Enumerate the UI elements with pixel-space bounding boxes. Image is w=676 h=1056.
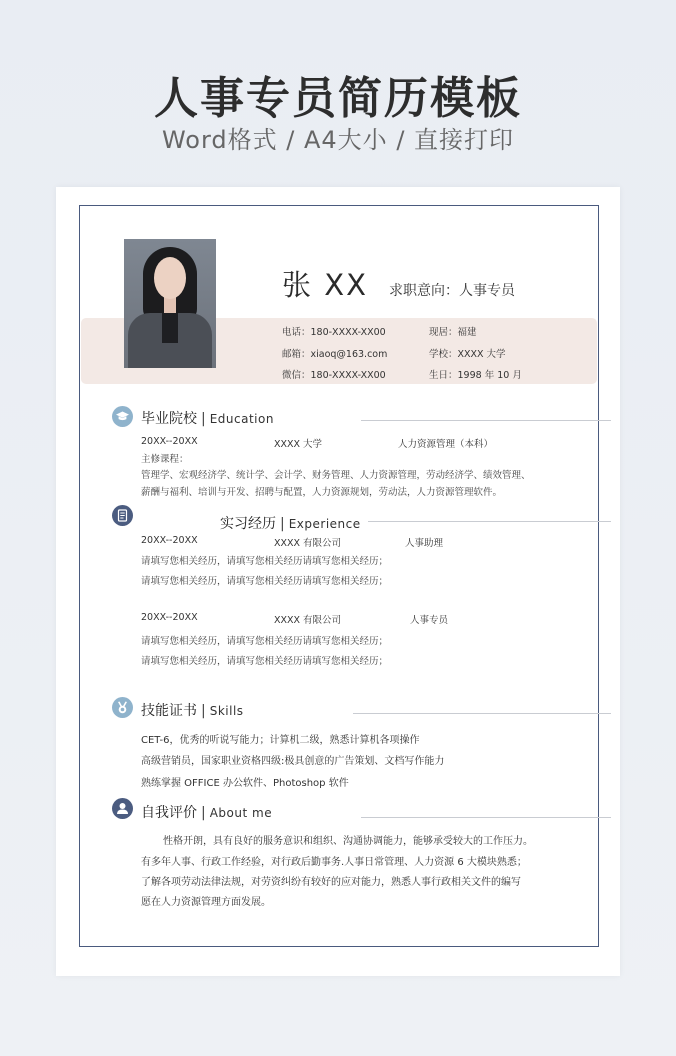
medal-icon (112, 697, 133, 718)
skills-title-en: Skills (209, 704, 244, 718)
contact-residence: 现居：福建 (429, 327, 477, 338)
experience-separator: | (280, 516, 285, 532)
education-major: 人力资源管理（本科） (398, 439, 494, 450)
skill-line-2: 高级营销员，国家职业资格四级:极具创意的广告策划、文档写作能力 (141, 756, 445, 767)
job-intent: 求职意向：人事专员 (389, 283, 515, 299)
contact-school: 学校：XXXX 大学 (429, 349, 506, 360)
contact-email: 邮箱：xiaoq@163.com (282, 349, 388, 360)
education-separator: | (201, 411, 206, 427)
experience-2-line-2: 请填写您相关经历，请填写您相关经历请填写您相关经历； (141, 656, 389, 667)
courses-label: 主修课程： (141, 454, 189, 465)
about-line-2: 有多年人事、行政工作经验，对行政后勤事务.人事日常管理、人力资源 6 大模块熟悉； (141, 857, 527, 868)
education-title: 毕业院校 (141, 411, 197, 427)
about-separator: | (201, 805, 206, 821)
about-heading (141, 802, 272, 822)
courses-line-2: 薪酬与福利、培训与开发、招聘与配置，人力资源规划，劳动法，人力资源管理软件。 (141, 487, 503, 498)
experience-2-company: XXXX 有限公司 (274, 615, 342, 626)
contact-birthday: 生日：1998 年 10 月 (429, 370, 522, 381)
profile-photo (124, 239, 216, 368)
about-title: 自我评价 (141, 805, 197, 821)
experience-1-company: XXXX 有限公司 (274, 538, 342, 549)
experience-2-role: 人事专员 (410, 615, 449, 626)
courses-line-1: 管理学、宏观经济学、统计学、会计学、财务管理、人力资源管理，劳动经济学、绩效管理、 (141, 470, 531, 481)
about-divider (361, 817, 611, 818)
skills-separator: | (201, 703, 206, 719)
banner-title: 人事专员简历模板 (154, 73, 522, 124)
education-period: 20XX--20XX (141, 436, 198, 447)
about-line-3: 了解各项劳动法律法规，对劳资纠纷有较好的应对能力，熟悉人事行政相关文件的编写 (141, 877, 521, 888)
person-icon (112, 798, 133, 819)
graduation-cap-icon (112, 406, 133, 427)
resume-sheet (56, 187, 620, 976)
about-line-4: 愿在人力资源管理方面发展。 (141, 897, 271, 908)
experience-1-line-2: 请填写您相关经历，请填写您相关经历请填写您相关经历； (141, 576, 389, 587)
candidate-name: 张 XX (282, 268, 368, 302)
education-heading (141, 408, 274, 428)
skill-line-3: 熟练掌握 OFFICE 办公软件、Photoshop 软件 (141, 778, 349, 789)
contact-wechat: 微信：180-XXXX-XX00 (282, 370, 386, 381)
contact-phone: 电话：180-XXXX-XX00 (282, 327, 386, 338)
experience-1-role: 人事助理 (405, 538, 444, 549)
about-title-en: About me (209, 806, 273, 820)
experience-divider (368, 521, 611, 522)
about-line-1: 性格开朗，具有良好的服务意识和组织、沟通协调能力，能够承受较大的工作压力。 (163, 836, 533, 847)
experience-1-period: 20XX--20XX (141, 535, 198, 546)
experience-2-line-1: 请填写您相关经历，请填写您相关经历请填写您相关经历； (141, 636, 389, 647)
experience-heading (220, 513, 361, 533)
experience-2-period: 20XX--20XX (141, 612, 198, 623)
education-title-en: Education (209, 412, 274, 426)
education-divider (361, 420, 611, 421)
skill-line-1: CET-6，优秀的听说写能力；计算机二级，熟悉计算机各项操作 (141, 735, 420, 746)
experience-title-en: Experience (288, 517, 361, 531)
skills-heading (141, 700, 244, 720)
education-school: XXXX 大学 (274, 439, 323, 450)
experience-1-line-1: 请填写您相关经历，请填写您相关经历请填写您相关经历； (141, 556, 389, 567)
experience-title: 实习经历 (220, 516, 276, 532)
document-icon (112, 505, 133, 526)
skills-title: 技能证书 (141, 703, 197, 719)
skills-divider (353, 713, 611, 714)
banner-subtitle: Word格式 / A4大小 / 直接打印 (161, 126, 515, 154)
